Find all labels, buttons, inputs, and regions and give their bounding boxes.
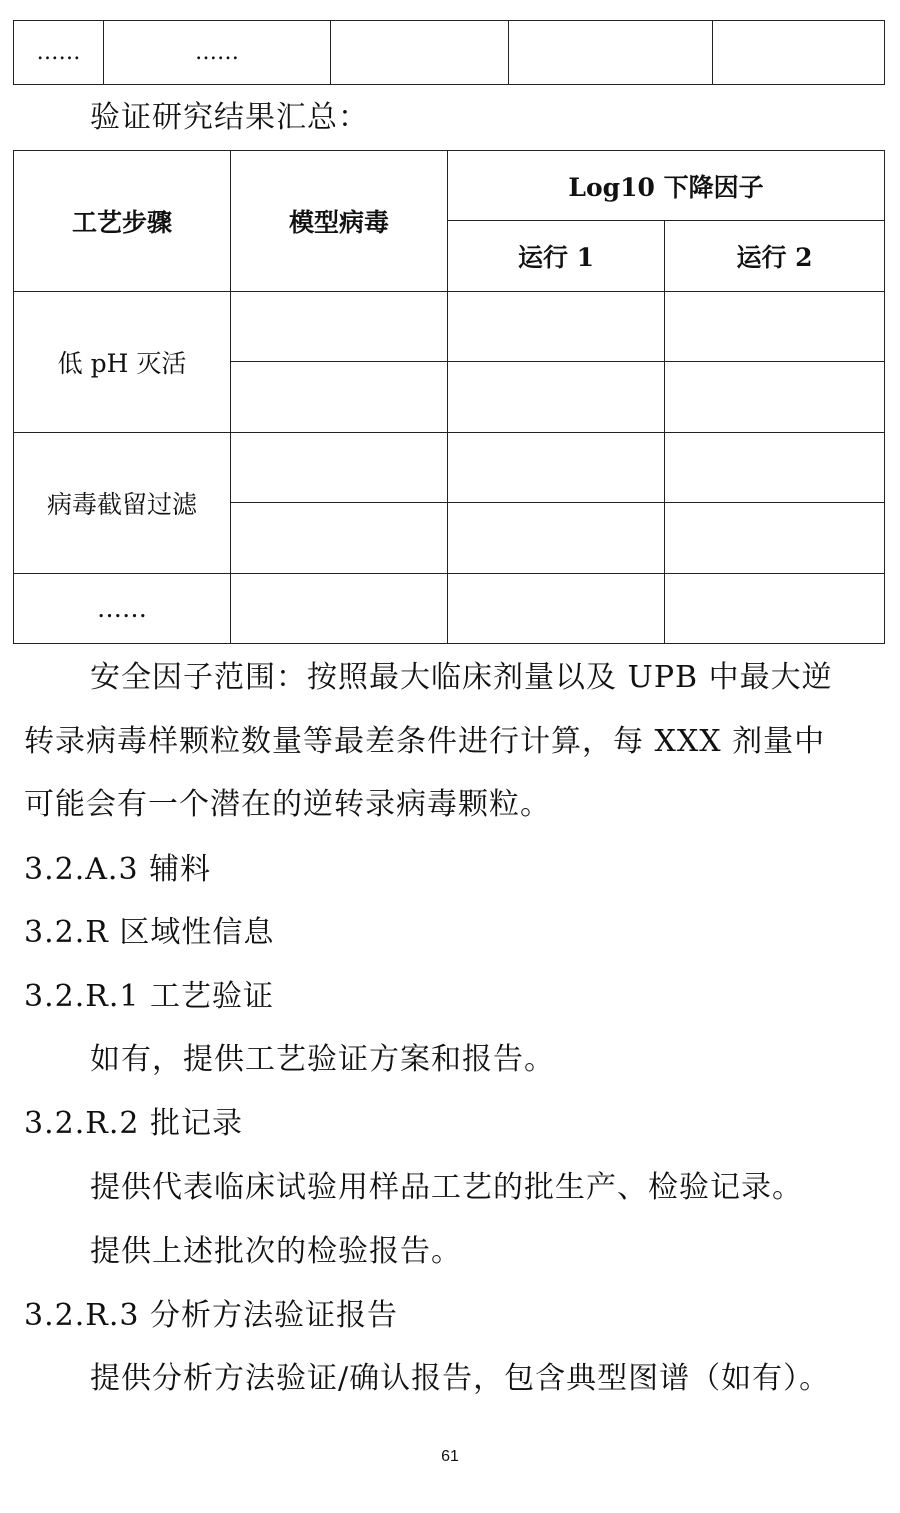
table-row [14, 433, 885, 503]
results-table [13, 150, 885, 644]
table-cell [665, 503, 885, 574]
table-row [14, 151, 885, 221]
table-cell [665, 292, 885, 362]
paragraph-r2-b: 提供上述批次的检验报告。 [90, 1234, 462, 1269]
row-label-filtration: 病毒截留过滤 [14, 433, 231, 574]
table-cell [665, 362, 885, 433]
table-row [14, 21, 885, 85]
table-cell: …… [104, 21, 331, 85]
table-cell [231, 433, 448, 503]
table-cell [448, 503, 665, 574]
header-run-1: 运行 1 [448, 221, 665, 292]
section-heading-3-2-r-1: 3.2.R.1 工艺验证 [24, 979, 274, 1014]
row-label-low-ph: 低 pH 灭活 [14, 292, 231, 433]
header-process-step: 工艺步骤 [14, 151, 231, 292]
table-cell [231, 574, 448, 644]
table-row [14, 292, 885, 362]
safety-paragraph-line-3: 可能会有一个潜在的逆转录病毒颗粒。 [24, 787, 551, 822]
table-cell [331, 21, 509, 85]
table-cell [231, 292, 448, 362]
table-cell [713, 21, 885, 85]
table-cell [509, 21, 713, 85]
header-log10-reduction: Log10 下降因子 [448, 151, 885, 221]
table-cell [448, 362, 665, 433]
header-model-virus: 模型病毒 [231, 151, 448, 292]
section-heading-3-2-r-3: 3.2.R.3 分析方法验证报告 [24, 1298, 398, 1333]
table-cell [231, 503, 448, 574]
table-cell [665, 574, 885, 644]
header-run-2: 运行 2 [665, 221, 885, 292]
row-label-more: …… [14, 574, 231, 644]
section-heading-3-2-a-3: 3.2.A.3 辅料 [24, 852, 212, 887]
page-number: 61 [441, 1448, 459, 1465]
table-cell [448, 292, 665, 362]
table-cell [448, 433, 665, 503]
safety-paragraph-line-1: 安全因子范围：按照最大临床剂量以及 UPB 中最大逆 [90, 660, 833, 695]
summary-heading: 验证研究结果汇总： [90, 100, 369, 135]
continued-table [13, 20, 885, 85]
safety-paragraph-line-2: 转录病毒样颗粒数量等最差条件进行计算，每 XXX 剂量中 [24, 724, 826, 759]
paragraph-r1: 如有，提供工艺验证方案和报告。 [90, 1042, 555, 1077]
paragraph-r3: 提供分析方法验证/确认报告，包含典型图谱（如有）。 [90, 1361, 831, 1396]
table-cell [231, 362, 448, 433]
paragraph-r2-a: 提供代表临床试验用样品工艺的批生产、检验记录。 [90, 1170, 803, 1205]
table-cell [665, 433, 885, 503]
section-heading-3-2-r: 3.2.R 区域性信息 [24, 915, 275, 950]
table-cell: …… [14, 21, 104, 85]
table-row [14, 574, 885, 644]
table-cell [448, 574, 665, 644]
section-heading-3-2-r-2: 3.2.R.2 批记录 [24, 1106, 243, 1141]
